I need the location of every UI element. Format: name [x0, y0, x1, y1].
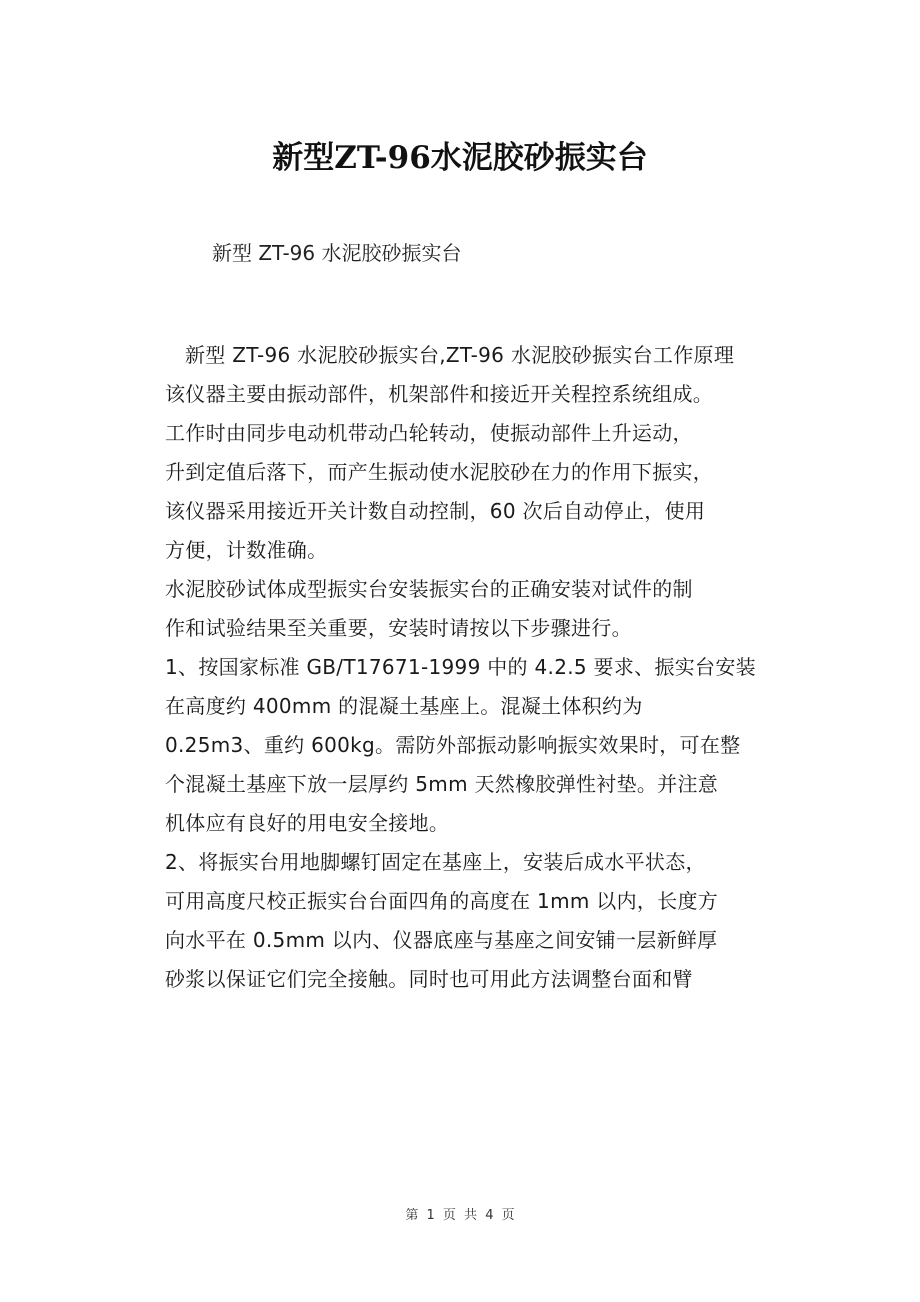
- paragraph-line: 2、将振实台用地脚螺钉固定在基座上，安装后成水平状态，: [165, 850, 706, 874]
- paragraph-line: 作和试验结果至关重要，安装时请按以下步骤进行。: [165, 616, 632, 640]
- paragraph-line: 个混凝土基座下放一层厚约 5mm 天然橡胶弹性衬垫。并注意: [165, 772, 719, 796]
- page-indicator: 第 1 页 共 4 页: [405, 1208, 515, 1223]
- paragraph-line: 机体应有良好的用电安全接地。: [165, 811, 450, 835]
- paragraph-line: 水泥胶砂试体成型振实台安装振实台的正确安装对试件的制: [165, 577, 693, 601]
- paragraph-line: 升到定值后落下，而产生振动使水泥胶砂在力的作用下振实，: [165, 460, 714, 484]
- paragraph-line: 砂浆以保证它们完全接触。同时也可用此方法调整台面和臂: [165, 967, 693, 991]
- paragraph-line: 方便，计数准确。: [165, 538, 328, 562]
- paragraph-line: 向水平在 0.5mm 以内、仪器底座与基座之间安铺一层新鲜厚: [165, 928, 718, 952]
- document-body: [165, 336, 790, 999]
- document-subtitle: 新型 ZT-96 水泥胶砂振实台: [212, 241, 462, 265]
- paragraph-line: 新型 ZT-96 水泥胶砂振实台,ZT-96 水泥胶砂振实台工作原理: [185, 343, 735, 367]
- paragraph-line: 1、按国家标准 GB/T17671-1999 中的 4.2.5 要求、振实台安装: [165, 655, 756, 679]
- paragraph-line: 0.25m3、重约 600kg。需防外部振动影响振实效果时，可在整: [165, 733, 741, 757]
- document-title: 新型ZT-96水泥胶砂振实台: [272, 140, 648, 176]
- paragraph-line: 该仪器主要由振动部件，机架部件和接近开关程控系统组成。: [165, 382, 714, 406]
- paragraph-line: 在高度约 400mm 的混凝土基座上。混凝土体积约为: [165, 694, 643, 718]
- paragraph-line: 该仪器采用接近开关计数自动控制，60 次后自动停止，使用: [165, 499, 706, 523]
- paragraph-line: 工作时由同步电动机带动凸轮转动，使振动部件上升运动，: [165, 421, 693, 445]
- paragraph-line: 可用高度尺校正振实台台面四角的高度在 1mm 以内，长度方: [165, 889, 719, 913]
